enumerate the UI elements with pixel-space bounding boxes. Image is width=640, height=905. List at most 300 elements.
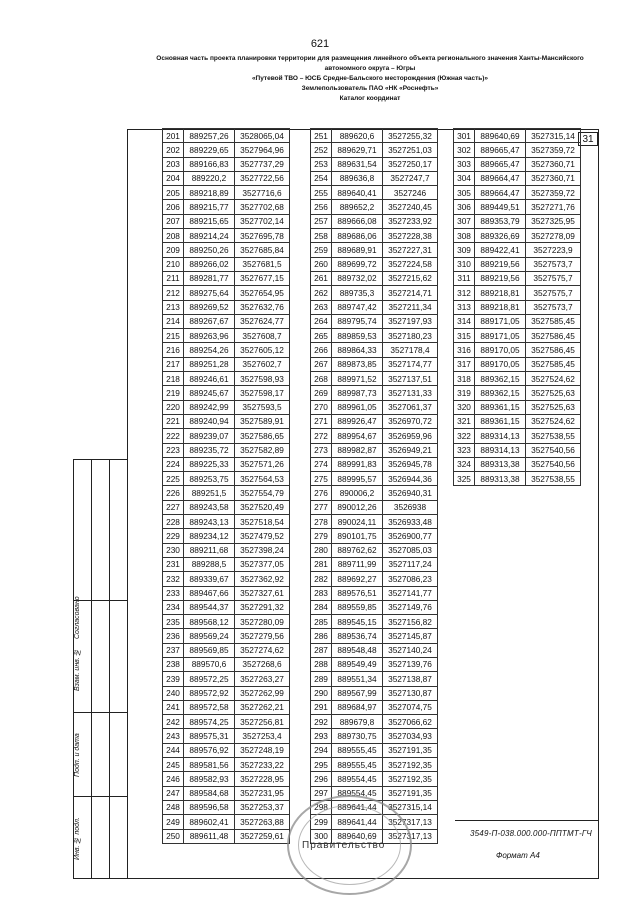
table-row xyxy=(311,143,438,157)
point-number: 220 xyxy=(163,400,184,414)
coord-y: 3527524,62 xyxy=(526,372,581,386)
point-number: 230 xyxy=(163,543,184,557)
coord-x: 889339,67 xyxy=(184,572,235,586)
table-row xyxy=(311,472,438,486)
coord-x: 890101,75 xyxy=(332,529,383,543)
coord-y: 3527632,76 xyxy=(235,300,290,314)
coord-x: 889665,47 xyxy=(475,157,526,171)
coord-y: 3527702,14 xyxy=(235,214,290,228)
coord-x: 889689,91 xyxy=(332,243,383,257)
coord-x: 889602,41 xyxy=(184,815,235,829)
table-row xyxy=(311,343,438,357)
coord-x: 889243,58 xyxy=(184,500,235,514)
point-number: 247 xyxy=(163,786,184,800)
table-row xyxy=(454,300,581,314)
point-number: 261 xyxy=(311,271,332,285)
coord-x: 889574,25 xyxy=(184,715,235,729)
table-row xyxy=(311,715,438,729)
table-row xyxy=(163,472,290,486)
table-row xyxy=(163,500,290,514)
point-number: 298 xyxy=(311,800,332,814)
coord-x: 889666,08 xyxy=(332,214,383,228)
table-row xyxy=(454,186,581,200)
coord-x: 889449,51 xyxy=(475,200,526,214)
coord-x: 889170,05 xyxy=(475,343,526,357)
table-row xyxy=(311,772,438,786)
point-number: 267 xyxy=(311,357,332,371)
coord-x: 889926,47 xyxy=(332,414,383,428)
table-row xyxy=(311,758,438,772)
coord-x: 889569,85 xyxy=(184,643,235,657)
point-number: 313 xyxy=(454,300,475,314)
point-number: 208 xyxy=(163,229,184,243)
table-row xyxy=(163,457,290,471)
table-row xyxy=(454,386,581,400)
table-row xyxy=(163,229,290,243)
coord-y: 3527034,93 xyxy=(383,729,438,743)
coord-y: 3527240,45 xyxy=(383,200,438,214)
coord-x: 889762,62 xyxy=(332,543,383,557)
point-number: 321 xyxy=(454,414,475,428)
table-row xyxy=(311,586,438,600)
coord-x: 889313,38 xyxy=(475,472,526,486)
vzam-inv-label: Взам. инв. № xyxy=(74,648,81,692)
coord-y: 3527228,38 xyxy=(383,229,438,243)
point-number: 271 xyxy=(311,414,332,428)
point-number: 254 xyxy=(311,171,332,185)
table-row xyxy=(311,157,438,171)
coord-x: 889254,26 xyxy=(184,343,235,357)
point-number: 224 xyxy=(163,457,184,471)
document-code: 3549-П-038.000.000-ППТМТ-ГЧ xyxy=(470,829,592,838)
point-number: 279 xyxy=(311,529,332,543)
coord-x: 889570,6 xyxy=(184,657,235,671)
coord-x: 890006,2 xyxy=(332,486,383,500)
point-number: 281 xyxy=(311,557,332,571)
coord-y: 3527964,96 xyxy=(235,143,290,157)
coord-x: 889166,83 xyxy=(184,157,235,171)
coord-y: 3527540,56 xyxy=(526,457,581,471)
table-row xyxy=(163,143,290,157)
coord-y: 3527228,95 xyxy=(235,772,290,786)
table-row xyxy=(163,400,290,414)
point-number: 301 xyxy=(454,129,475,143)
coord-y: 3527192,35 xyxy=(383,758,438,772)
table-row xyxy=(163,314,290,328)
point-number: 232 xyxy=(163,572,184,586)
table-row xyxy=(454,414,581,428)
coord-x: 889576,51 xyxy=(332,586,383,600)
coord-y: 3527685,84 xyxy=(235,243,290,257)
coord-x: 889214,24 xyxy=(184,229,235,243)
coord-y: 3528065,04 xyxy=(235,129,290,143)
coord-x: 889631,54 xyxy=(332,157,383,171)
header-line-5: Каталог координат xyxy=(339,95,401,102)
table-row xyxy=(163,743,290,757)
table-row xyxy=(163,357,290,371)
coord-x: 889215,65 xyxy=(184,214,235,228)
point-number: 250 xyxy=(163,829,184,843)
coord-y: 3527571,26 xyxy=(235,457,290,471)
coord-y: 3527586,65 xyxy=(235,429,290,443)
point-number: 296 xyxy=(311,772,332,786)
coord-x: 889551,34 xyxy=(332,672,383,686)
table-row xyxy=(163,643,290,657)
coord-x: 889582,93 xyxy=(184,772,235,786)
coord-y: 3527192,35 xyxy=(383,772,438,786)
point-number: 255 xyxy=(311,186,332,200)
table-row xyxy=(311,629,438,643)
point-number: 324 xyxy=(454,457,475,471)
point-number: 283 xyxy=(311,586,332,600)
point-number: 201 xyxy=(163,129,184,143)
table-row xyxy=(311,386,438,400)
coord-x: 889220,2 xyxy=(184,171,235,185)
coord-x: 889640,69 xyxy=(475,129,526,143)
coord-y: 3527573,7 xyxy=(526,300,581,314)
table-row xyxy=(454,472,581,486)
point-number: 216 xyxy=(163,343,184,357)
point-number: 322 xyxy=(454,429,475,443)
point-number: 291 xyxy=(311,700,332,714)
table-row xyxy=(311,643,438,657)
table-row xyxy=(163,243,290,257)
table-row xyxy=(163,429,290,443)
table-row xyxy=(311,329,438,343)
table-row xyxy=(454,457,581,471)
point-number: 204 xyxy=(163,171,184,185)
coord-x: 889572,58 xyxy=(184,700,235,714)
point-number: 215 xyxy=(163,329,184,343)
table-row xyxy=(163,529,290,543)
point-number: 249 xyxy=(163,815,184,829)
table-row xyxy=(163,557,290,571)
coord-y: 3527180,23 xyxy=(383,329,438,343)
coord-x: 889234,12 xyxy=(184,529,235,543)
point-number: 299 xyxy=(311,815,332,829)
coord-y: 3526940,31 xyxy=(383,486,438,500)
table-row xyxy=(163,129,290,143)
point-number: 212 xyxy=(163,286,184,300)
point-number: 258 xyxy=(311,229,332,243)
table-row xyxy=(311,615,438,629)
sidebar-divider xyxy=(74,712,127,713)
coord-x: 889171,05 xyxy=(475,329,526,343)
sidebar-col-1 xyxy=(74,460,92,878)
point-number: 205 xyxy=(163,186,184,200)
table-row xyxy=(163,214,290,228)
table-row xyxy=(311,686,438,700)
coord-y: 3526944,36 xyxy=(383,472,438,486)
coord-x: 889263,96 xyxy=(184,329,235,343)
coord-y: 3527256,81 xyxy=(235,715,290,729)
point-number: 241 xyxy=(163,700,184,714)
point-number: 292 xyxy=(311,715,332,729)
coord-x: 889257,26 xyxy=(184,129,235,143)
coord-x: 889665,47 xyxy=(475,143,526,157)
table-row xyxy=(311,257,438,271)
point-number: 214 xyxy=(163,314,184,328)
coord-x: 889995,57 xyxy=(332,472,383,486)
table-row xyxy=(454,243,581,257)
table-row xyxy=(311,572,438,586)
coord-x: 889864,33 xyxy=(332,343,383,357)
coord-y: 3527398,24 xyxy=(235,543,290,557)
coord-x: 889288,5 xyxy=(184,557,235,571)
coord-y: 3527524,62 xyxy=(526,414,581,428)
coord-x: 889243,13 xyxy=(184,515,235,529)
point-number: 290 xyxy=(311,686,332,700)
point-number: 202 xyxy=(163,143,184,157)
point-number: 265 xyxy=(311,329,332,343)
table-row xyxy=(163,686,290,700)
coord-y: 3527247,7 xyxy=(383,171,438,185)
coord-x: 889555,45 xyxy=(332,758,383,772)
point-number: 239 xyxy=(163,672,184,686)
coord-x: 889699,72 xyxy=(332,257,383,271)
table-row xyxy=(311,700,438,714)
coord-y: 3527325,95 xyxy=(526,214,581,228)
coord-x: 889422,41 xyxy=(475,243,526,257)
coord-x: 889629,71 xyxy=(332,143,383,157)
coord-y: 3527538,55 xyxy=(526,429,581,443)
approval-sidebar xyxy=(73,459,127,879)
table-row xyxy=(163,300,290,314)
point-number: 312 xyxy=(454,286,475,300)
point-number: 285 xyxy=(311,615,332,629)
coord-x: 889620,6 xyxy=(332,129,383,143)
table-row xyxy=(163,329,290,343)
coord-x: 889253,75 xyxy=(184,472,235,486)
point-number: 243 xyxy=(163,729,184,743)
table-row xyxy=(454,214,581,228)
coord-y: 3527139,76 xyxy=(383,657,438,671)
coord-y: 3527274,62 xyxy=(235,643,290,657)
point-number: 302 xyxy=(454,143,475,157)
table-row xyxy=(163,586,290,600)
coord-y: 3527280,09 xyxy=(235,615,290,629)
table-row xyxy=(163,386,290,400)
point-number: 297 xyxy=(311,786,332,800)
coord-y: 3527586,45 xyxy=(526,343,581,357)
point-number: 278 xyxy=(311,515,332,529)
table-row xyxy=(163,700,290,714)
coord-y: 3527253,4 xyxy=(235,729,290,743)
table-row xyxy=(454,443,581,457)
coord-y: 3527246 xyxy=(383,186,438,200)
table-row xyxy=(311,357,438,371)
coord-y: 3527224,58 xyxy=(383,257,438,271)
coord-y: 3527608,7 xyxy=(235,329,290,343)
point-number: 231 xyxy=(163,557,184,571)
point-number: 266 xyxy=(311,343,332,357)
coord-x: 889982,87 xyxy=(332,443,383,457)
point-number: 315 xyxy=(454,329,475,343)
table-row xyxy=(311,186,438,200)
coord-x: 889218,81 xyxy=(475,300,526,314)
coord-y: 3526970,72 xyxy=(383,414,438,428)
coord-y: 3527677,15 xyxy=(235,271,290,285)
coord-x: 889361,15 xyxy=(475,400,526,414)
coord-x: 889873,85 xyxy=(332,357,383,371)
coord-y: 3527520,49 xyxy=(235,500,290,514)
table-row xyxy=(311,200,438,214)
point-number: 238 xyxy=(163,657,184,671)
coord-y: 3527141,77 xyxy=(383,586,438,600)
coord-x: 889652,2 xyxy=(332,200,383,214)
point-number: 295 xyxy=(311,758,332,772)
table-row xyxy=(311,129,438,143)
coord-y: 3527130,87 xyxy=(383,686,438,700)
coord-x: 889314,13 xyxy=(475,429,526,443)
table-row xyxy=(311,314,438,328)
coord-y: 3527327,61 xyxy=(235,586,290,600)
header-line-3: «Путевой ТВО – ЮСБ Средне-Бальского месторождения (Южная часть)» xyxy=(251,75,489,82)
header-line-1: Основная часть проекта планировки территории для размещения линейного объекта регионального значения Ханты-Мансийского xyxy=(156,55,584,62)
coord-x: 889954,67 xyxy=(332,429,383,443)
point-number: 323 xyxy=(454,443,475,457)
coord-y: 3527518,54 xyxy=(235,515,290,529)
point-number: 256 xyxy=(311,200,332,214)
coord-x: 889795,74 xyxy=(332,314,383,328)
table-row xyxy=(163,800,290,814)
point-number: 209 xyxy=(163,243,184,257)
sheet-number: 31 xyxy=(578,132,598,146)
point-number: 207 xyxy=(163,214,184,228)
table-row xyxy=(311,672,438,686)
coord-y: 3527263,88 xyxy=(235,815,290,829)
podp-data-label: Подп. и дата xyxy=(74,733,81,777)
point-number: 245 xyxy=(163,758,184,772)
coord-x: 889581,56 xyxy=(184,758,235,772)
table-row xyxy=(163,200,290,214)
point-number: 287 xyxy=(311,643,332,657)
point-number: 228 xyxy=(163,515,184,529)
coord-y: 3527231,95 xyxy=(235,786,290,800)
coord-y: 3527716,6 xyxy=(235,186,290,200)
point-number: 226 xyxy=(163,486,184,500)
point-number: 314 xyxy=(454,314,475,328)
coord-x: 889251,28 xyxy=(184,357,235,371)
coord-y: 3527248,19 xyxy=(235,743,290,757)
point-number: 234 xyxy=(163,600,184,614)
coord-y: 3527215,62 xyxy=(383,271,438,285)
coord-x: 889584,68 xyxy=(184,786,235,800)
point-number: 289 xyxy=(311,672,332,686)
table-row xyxy=(163,257,290,271)
coord-y: 3527359,72 xyxy=(526,143,581,157)
point-number: 248 xyxy=(163,800,184,814)
coord-x: 889239,07 xyxy=(184,429,235,443)
coord-x: 889240,94 xyxy=(184,414,235,428)
coord-x: 889641,44 xyxy=(332,800,383,814)
coord-y: 3527271,76 xyxy=(526,200,581,214)
point-number: 225 xyxy=(163,472,184,486)
coord-y: 3526959,96 xyxy=(383,429,438,443)
point-number: 252 xyxy=(311,143,332,157)
coord-y: 3527589,91 xyxy=(235,414,290,428)
coord-x: 889640,41 xyxy=(332,186,383,200)
table-row xyxy=(311,457,438,471)
coord-y: 3527681,5 xyxy=(235,257,290,271)
coord-y: 3526933,48 xyxy=(383,515,438,529)
point-number: 288 xyxy=(311,657,332,671)
table-row xyxy=(163,486,290,500)
point-number: 251 xyxy=(311,129,332,143)
table-row xyxy=(163,372,290,386)
coord-x: 889467,66 xyxy=(184,586,235,600)
coord-x: 889266,02 xyxy=(184,257,235,271)
point-number: 307 xyxy=(454,214,475,228)
coord-y: 3527695,78 xyxy=(235,229,290,243)
table-row xyxy=(311,486,438,500)
table-row xyxy=(311,214,438,228)
coord-x: 889567,99 xyxy=(332,686,383,700)
coordinates-table-3 xyxy=(453,128,581,486)
coord-y: 3527253,37 xyxy=(235,800,290,814)
table-row xyxy=(454,429,581,443)
coord-x: 889640,69 xyxy=(332,829,383,843)
point-number: 293 xyxy=(311,729,332,743)
coord-y: 3527211,34 xyxy=(383,300,438,314)
table-row xyxy=(163,414,290,428)
table-row xyxy=(454,372,581,386)
coord-y: 3527525,63 xyxy=(526,400,581,414)
table-row xyxy=(454,400,581,414)
soglasovano-label: Согласовано xyxy=(74,596,81,639)
coord-x: 889747,42 xyxy=(332,300,383,314)
table-row xyxy=(163,572,290,586)
coord-x: 889735,3 xyxy=(332,286,383,300)
coord-x: 889971,52 xyxy=(332,372,383,386)
coord-y: 3527573,7 xyxy=(526,257,581,271)
coord-y: 3527145,87 xyxy=(383,629,438,643)
coord-y: 3527262,99 xyxy=(235,686,290,700)
coord-x: 889536,74 xyxy=(332,629,383,643)
coord-y: 3527227,31 xyxy=(383,243,438,257)
coord-x: 889686,06 xyxy=(332,229,383,243)
coord-y: 3527585,45 xyxy=(526,357,581,371)
point-number: 223 xyxy=(163,443,184,457)
point-number: 264 xyxy=(311,314,332,328)
point-number: 263 xyxy=(311,300,332,314)
format-label: Формат А4 xyxy=(496,851,540,860)
table-row xyxy=(454,171,581,185)
coord-x: 890012,26 xyxy=(332,500,383,514)
coord-x: 889692,27 xyxy=(332,572,383,586)
point-number: 240 xyxy=(163,686,184,700)
table-row xyxy=(163,786,290,800)
coord-y: 3527598,93 xyxy=(235,372,290,386)
page-number: 621 xyxy=(310,38,330,50)
point-number: 277 xyxy=(311,500,332,514)
coord-x: 889576,92 xyxy=(184,743,235,757)
coord-y: 3527074,75 xyxy=(383,700,438,714)
coord-x: 889362,15 xyxy=(475,386,526,400)
table-row xyxy=(163,615,290,629)
coord-y: 3527085,03 xyxy=(383,543,438,557)
table-row xyxy=(311,515,438,529)
coord-x: 889245,67 xyxy=(184,386,235,400)
coord-y: 3527233,22 xyxy=(235,758,290,772)
table-row xyxy=(311,243,438,257)
coord-x: 889314,13 xyxy=(475,443,526,457)
table-row xyxy=(311,229,438,243)
point-number: 262 xyxy=(311,286,332,300)
coord-y: 3527377,05 xyxy=(235,557,290,571)
point-number: 303 xyxy=(454,157,475,171)
coord-y: 3527197,93 xyxy=(383,314,438,328)
